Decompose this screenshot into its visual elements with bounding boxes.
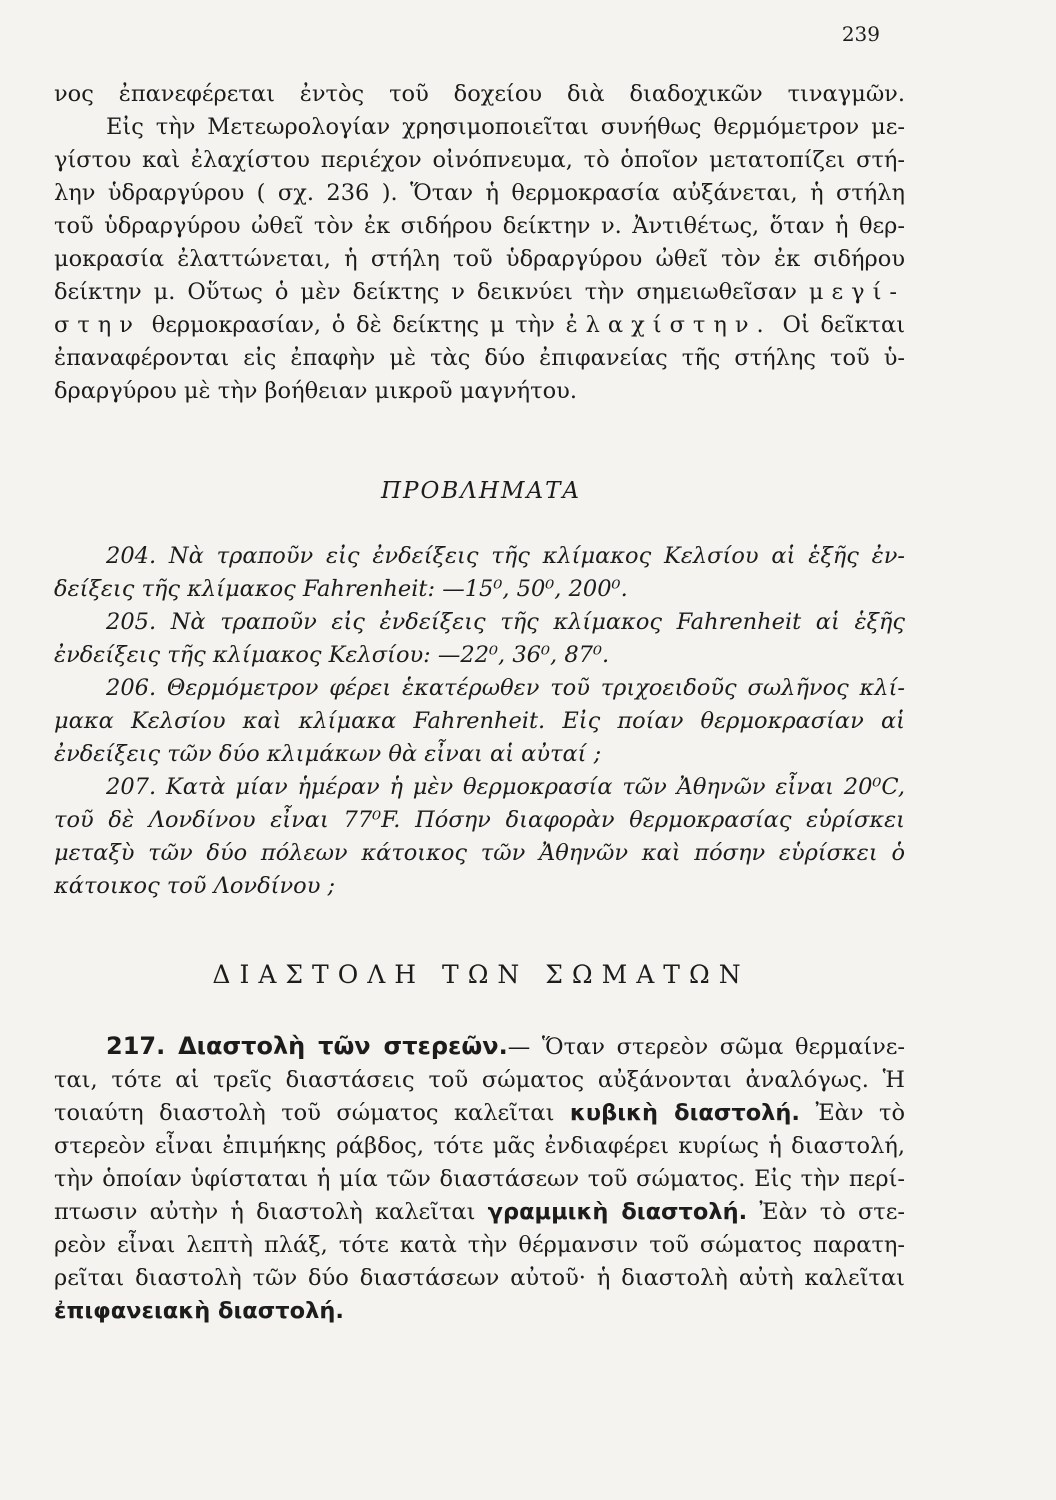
- text-span: Ἐὰν τὸ στε-: [759, 1199, 905, 1225]
- problem-204: 204. Νὰ τραποῦν εἰς ἐνδείξεις τῆς κλίμακος Κελσίου αἱ ἑξῆς ἐν-: [106, 543, 905, 569]
- text-line: τοῦ ὑδραργύρου ὠθεῖ τὸν ἐκ σιδήρου δείκτην ν. Ἀντιθέτως, ὅταν ἡ θερ-: [54, 213, 905, 239]
- text-line: ρεῖται διαστολὴ τῶν δύο διαστάσεων αὐτοῦ· ἡ διαστολὴ αὐτὴ καλεῖται: [54, 1265, 905, 1291]
- text-line: [54, 1097, 905, 1130]
- text-span: Οἱ δεῖκται: [782, 312, 905, 338]
- term-linear-expansion: γραμμικὴ διαστολή.: [487, 1199, 748, 1225]
- spaced-word: μεγί-: [808, 279, 905, 305]
- problem-205: 205. Νὰ τραποῦν εἰς ἐνδείξεις τῆς κλίμακος Fahrenheit αἱ ἑξῆς: [106, 609, 905, 635]
- problems-list: [54, 540, 905, 903]
- page-number: 239: [841, 22, 880, 46]
- term-cubic-expansion: κυβικὴ διαστολή.: [569, 1100, 800, 1126]
- text-line: ται, τότε αἱ τρεῖς διαστάσεις τοῦ σώματος αὐξάνονται ἀναλόγως. Ἡ: [54, 1067, 905, 1093]
- text-span: θερμοκρασίαν, ὁ δὲ δείκτης μ τὴν: [151, 312, 555, 338]
- text-line: Εἰς τὴν Μετεωρολογίαν χρησιμοποιεῖται συνήθως θερμόμετρον με-: [106, 114, 905, 140]
- text-line: [54, 1030, 905, 1064]
- problems-heading: ΠΡΟΒΛΗΜΑΤΑ: [380, 478, 582, 504]
- text-line: ἐπαναφέρονται εἰς ἐπαφὴν μὲ τὰς δύο ἐπιφανείας τῆς στήλης τοῦ ὑ-: [54, 345, 905, 371]
- text-line: ρεὸν εἶναι λεπτὴ πλάξ, τότε κατὰ τὴν θέρμανσιν τοῦ σώματος παρατη-: [54, 1232, 905, 1258]
- text-line: τὴν ὁποίαν ὑφίσταται ἡ μία τῶν διαστάσεων τοῦ σώματος. Εἰς τὴν περί-: [54, 1166, 905, 1192]
- problem-206: 206. Θερμόμετρον φέρει ἑκατέρωθεν τοῦ τριχοειδοῦς σωλῆνος κλί-: [106, 675, 905, 701]
- text-line: [54, 309, 905, 342]
- text-line: στερεὸν εἶναι ἐπιμήκης ράβδος, τότε μᾶς ἐνδιαφέρει κυρίως ἡ διαστολή,: [54, 1133, 905, 1159]
- problem-207: 207. Κατὰ μίαν ἡμέραν ἡ μὲν θερμοκρασία τῶν Ἀθηνῶν εἶναι 20⁰C,: [106, 774, 905, 800]
- spaced-word: ἐλαχίστην.: [565, 312, 772, 338]
- text-span: πτωσιν αὐτὴν ἡ διαστολὴ καλεῖται: [54, 1199, 476, 1225]
- intro-paragraph: [54, 78, 905, 408]
- text-line: μεταξὺ τῶν δύο πόλεων κάτοικος τῶν Ἀθηνῶν καὶ πόσην εὑρίσκει ὁ: [54, 840, 905, 866]
- text-span: δείκτην μ. Οὕτως ὁ μὲν δείκτης ν δεικνύει τὴν σημειωθεῖσαν: [54, 279, 797, 305]
- spaced-word: στην: [54, 312, 141, 338]
- text-line: δείξεις τῆς κλίμακος Fahrenheit: —15⁰, 50⁰, 200⁰.: [54, 576, 628, 602]
- section-title: 217. Διαστολὴ τῶν στερεῶν.: [106, 1032, 508, 1060]
- text-line: [54, 276, 905, 309]
- text-line: γίστου καὶ ἐλαχίστου περιέχον οἰνόπνευμα, τὸ ὁποῖον μετατοπίζει στή-: [54, 147, 905, 173]
- text-line: δραργύρου μὲ τὴν βοήθειαν μικροῦ μαγνήτου.: [54, 378, 577, 404]
- text-line: κάτοικος τοῦ Λονδίνου ;: [54, 873, 336, 899]
- text-line: μακα Κελσίου καὶ κλίμακα Fahrenheit. Εἰς ποίαν θερμοκρασίαν αἱ: [54, 708, 905, 734]
- text-line: ἐνδείξεις τῆς κλίμακος Κελσίου: —22⁰, 36⁰, 87⁰.: [54, 642, 610, 668]
- text-span: Ἐὰν τὸ: [815, 1100, 905, 1126]
- section-heading: ΔΙΑΣΤΟΛΗ ΤΩΝ ΣΩΜΑΤΩΝ: [212, 960, 750, 989]
- text-span: — Ὅταν στερεὸν σῶμα θερμαίνε-: [507, 1034, 905, 1060]
- text-span: τοιαύτη διαστολὴ τοῦ σώματος καλεῖται: [54, 1100, 555, 1126]
- term-surface-expansion: ἐπιφανειακὴ διαστολή.: [54, 1298, 344, 1324]
- text-line: τοῦ δὲ Λονδίνου εἶναι 77⁰F. Πόσην διαφορὰν θερμοκρασίας εὑρίσκει: [54, 807, 905, 833]
- text-line: [54, 1196, 905, 1229]
- text-line: λην ὑδραργύρου ( σχ. 236 ). Ὅταν ἡ θερμοκρασία αὐξάνεται, ἡ στήλη: [54, 180, 905, 206]
- text-line: νος ἐπανεφέρεται ἐντὸς τοῦ δοχείου διὰ διαδοχικῶν τιναγμῶν.: [54, 81, 905, 107]
- text-line: [54, 1295, 905, 1328]
- section-217: [54, 1030, 905, 1328]
- text-line: μοκρασία ἐλαττώνεται, ἡ στήλη τοῦ ὑδραργύρου ὠθεῖ τὸν ἐκ σιδήρου: [54, 246, 905, 272]
- text-line: ἐνδείξεις τῶν δύο κλιμάκων θὰ εἶναι αἱ αὐταί ;: [54, 741, 602, 767]
